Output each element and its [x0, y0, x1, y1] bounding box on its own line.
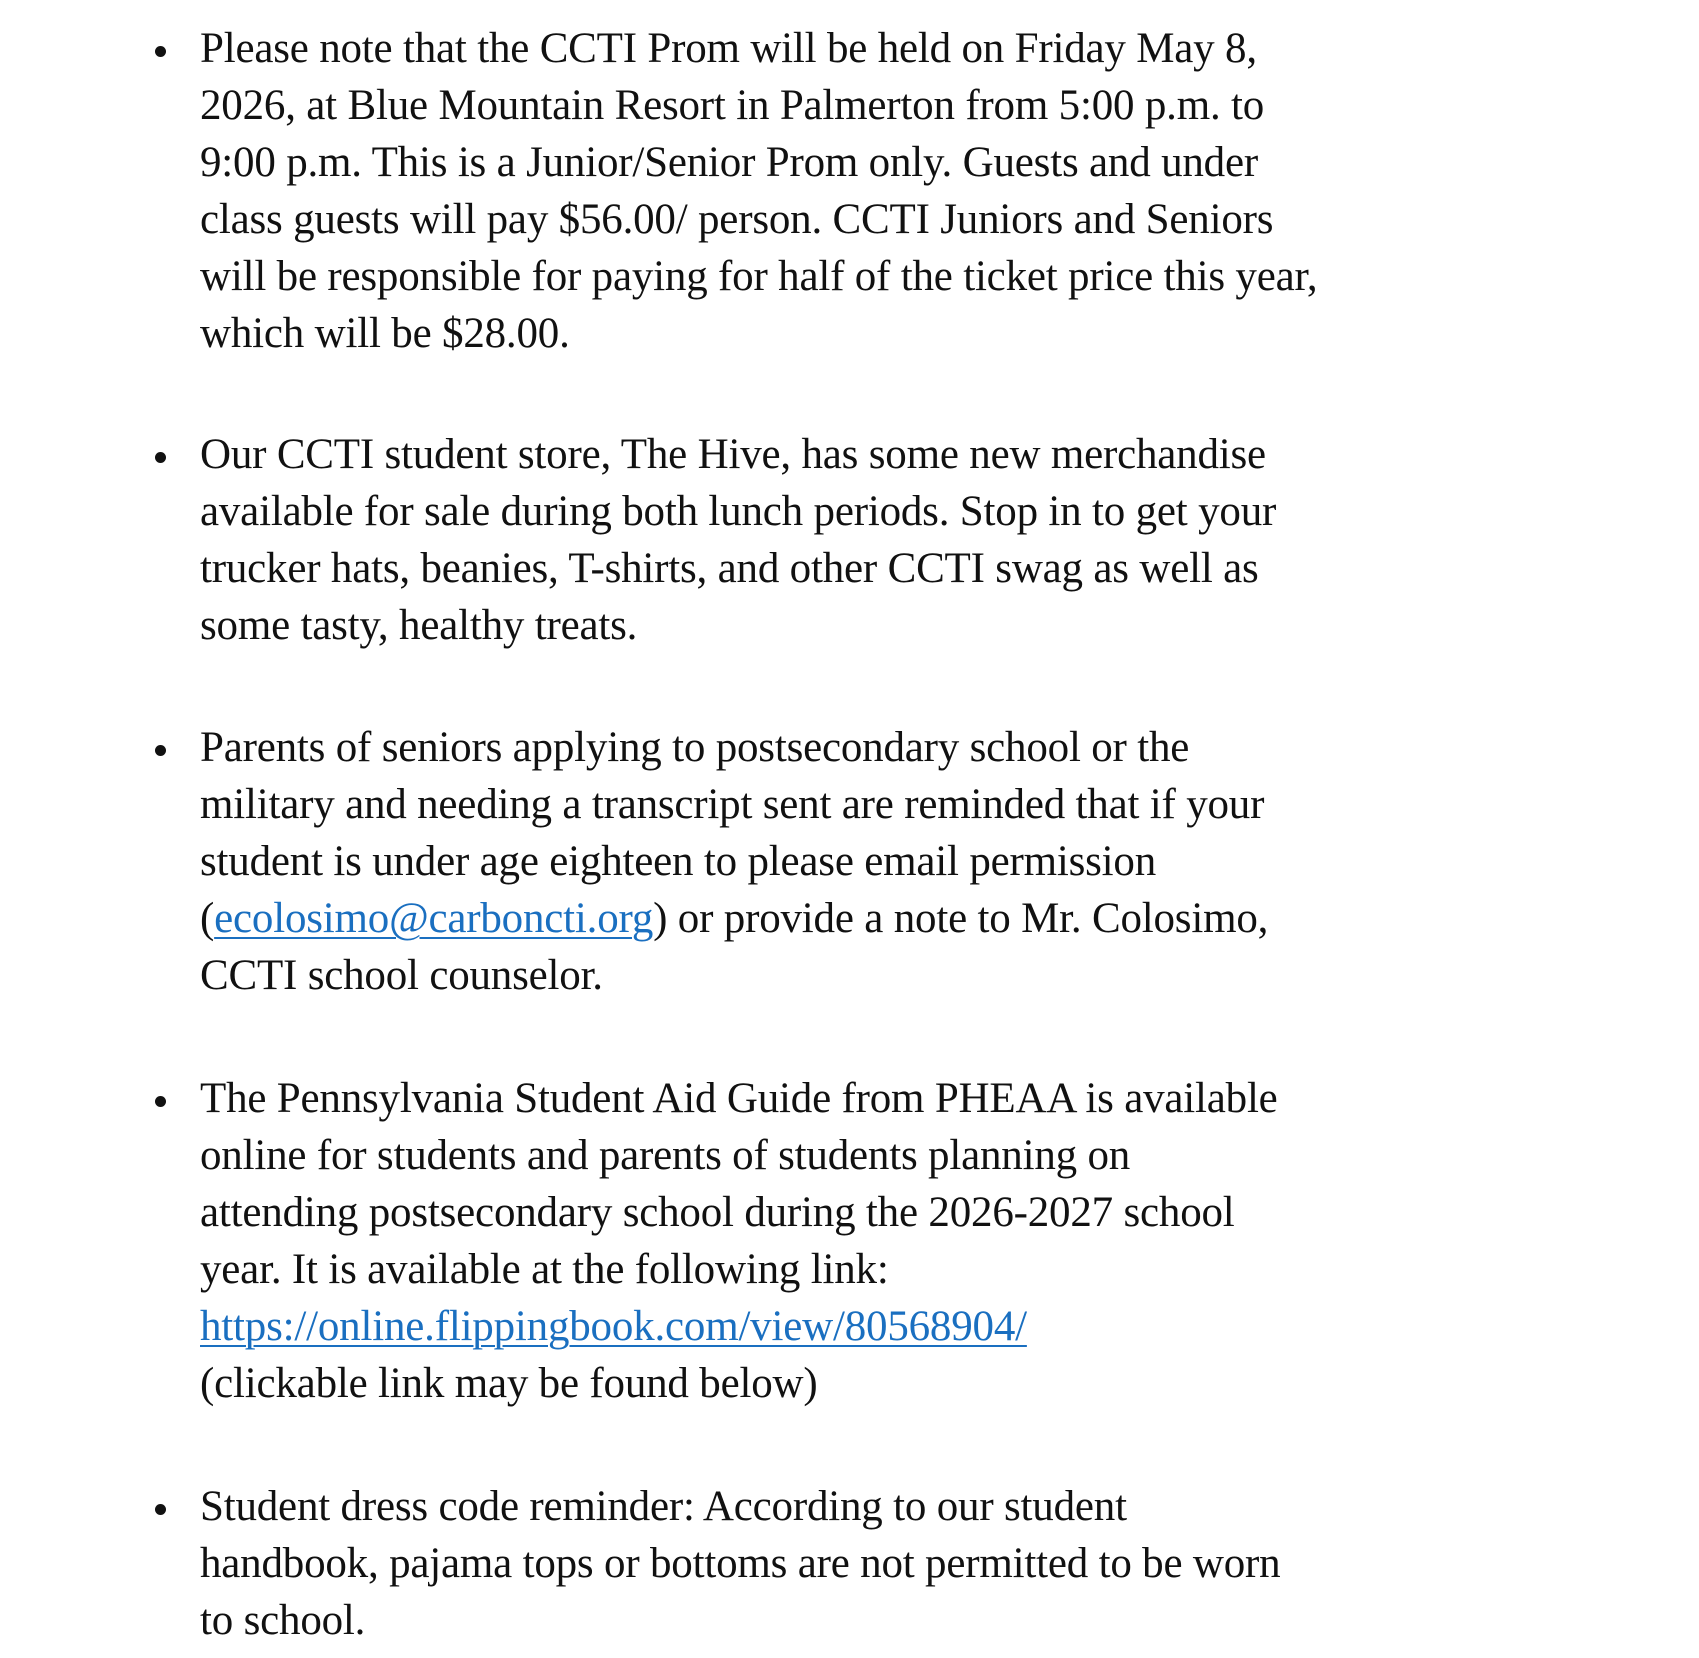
text-line: available for sale during both lunch periods. Stop in to get your [200, 488, 1277, 535]
announcement-text [200, 1070, 1680, 1412]
announcement-text [200, 20, 1680, 362]
announcement-text [200, 1478, 1680, 1649]
text-line: The Pennsylvania Student Aid Guide from PHEAA is available [200, 1075, 1278, 1122]
text-line: which will be $28.00. [200, 310, 570, 357]
text-line: to school. [200, 1597, 366, 1644]
email-link[interactable]: ecolosimo@carboncti.org [214, 895, 654, 942]
bullet-icon [155, 745, 166, 756]
text-after-email: ) or provide a note to Mr. Colosimo, [653, 895, 1269, 942]
bullet-icon [155, 46, 166, 57]
bullet-icon [155, 1504, 166, 1515]
text-line: student is under age eighteen to please email permission [200, 838, 1157, 885]
text-line: (clickable link may be found below) [200, 1360, 818, 1407]
text-line: class guests will pay $56.00/ person. CCTI Juniors and Seniors [200, 196, 1274, 243]
text-line: Parents of seniors applying to postsecondary school or the [200, 724, 1190, 771]
text-line: Student dress code reminder: According to our student [200, 1483, 1127, 1530]
announcement-text [200, 719, 1680, 1004]
text-line: some tasty, healthy treats. [200, 602, 638, 649]
text-line: year. It is available at the following link: [200, 1246, 889, 1293]
bullet-icon [155, 452, 166, 463]
text-line: CCTI school counselor. [200, 952, 603, 999]
bullet-icon [155, 1096, 166, 1107]
text-line: military and needing a transcript sent are reminded that if your [200, 781, 1265, 828]
flippingbook-link[interactable]: https://online.flippingbook.com/view/80568904/ [200, 1303, 1027, 1350]
text-line-with-email [200, 890, 1680, 947]
text-line: Our CCTI student store, The Hive, has some new merchandise [200, 431, 1266, 478]
open-paren: ( [200, 895, 215, 942]
text-line: attending postsecondary school during the 2026-2027 school [200, 1189, 1235, 1236]
text-line: 9:00 p.m. This is a Junior/Senior Prom only. Guests and under [200, 139, 1258, 186]
text-line: trucker hats, beanies, T-shirts, and other CCTI swag as well as [200, 545, 1259, 592]
text-line: 2026, at Blue Mountain Resort in Palmerton from 5:00 p.m. to [200, 82, 1265, 129]
url-line [200, 1298, 1680, 1355]
text-line: will be responsible for paying for half of the ticket price this year, [200, 253, 1318, 300]
text-line: online for students and parents of students planning on [200, 1132, 1131, 1179]
announcement-text [200, 426, 1680, 654]
text-line: Please note that the CCTI Prom will be held on Friday May 8, [200, 25, 1257, 72]
text-line: handbook, pajama tops or bottoms are not permitted to be worn [200, 1540, 1281, 1587]
